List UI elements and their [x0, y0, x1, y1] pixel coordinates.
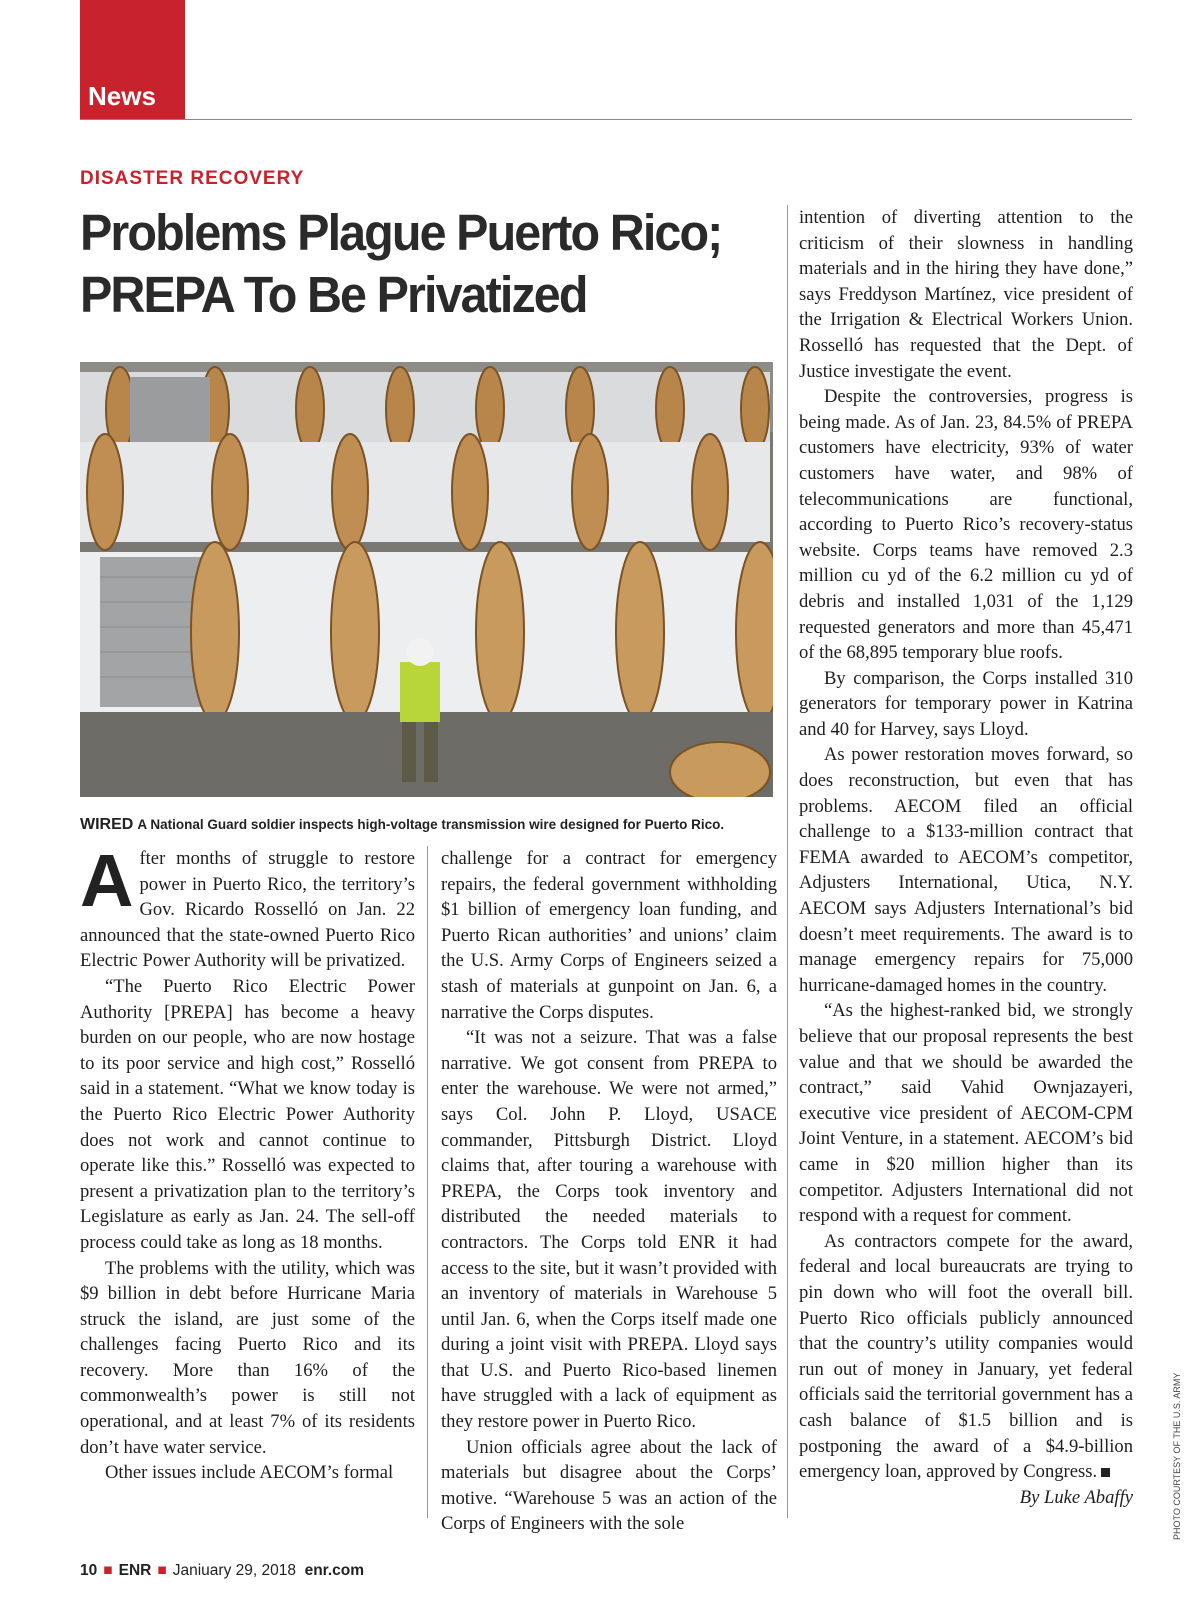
drop-cap: A — [80, 839, 134, 922]
photo-caption — [80, 816, 780, 834]
article-column-2 — [441, 846, 777, 1537]
paragraph-last-text: As contractors compete for the award, federal and local bureaucrats are trying to pin down who will foot the overall bill. Puerto Rico officials publicly announced that the country’s utility companies would run out of money in January, yet federal officials said the territorial government has a cash balance of $1.5 billion and is postponing the award of a $4.9-billion emergency loan, approved by Congress. — [799, 1230, 1133, 1483]
end-mark-icon — [1101, 1468, 1110, 1477]
page-number: 10 — [80, 1562, 98, 1579]
column-divider — [427, 846, 428, 1518]
publication-name: ENR — [118, 1562, 152, 1579]
section-tab-label: News — [88, 81, 156, 111]
paragraph: “As the highest-ranked bid, we strongly believe that our proposal represents the best value and that we should be awarded the contract,” said Vahid Ownjazayeri, executive vice president of AECOM-CPM Joint Venture, in a statement. AECOM’s bid came in $20 million higher than its competitor. Adjusters International did not respond with a request for comment. — [799, 1000, 1133, 1227]
caption-text: A National Guard soldier inspects high-voltage transmission wire designed for Puerto Rico. — [137, 817, 725, 832]
paragraph: The problems with the utility, which was $9 billion in debt before Hurricane Maria struck the island, are just some of the challenges facing Puerto Rico and its recovery. More than 16% of the commonwealth’s power is still not operational, and at least 7% of its residents don’t have water service. — [80, 1257, 415, 1458]
photo-credit: PHOTO COURTESY OF THE U.S. ARMY — [1172, 1372, 1182, 1540]
paragraph: “The Puerto Rico Electric Power Authority [PREPA] has become a heavy burden on our people, who are now hostage to its poor service and high cost,” Rosselló said in a statement. “What we know today is the Puerto Rico Electric Power Authority does not work and cannot continue to operate like this.” Rosselló was expected to present a privatization plan to the territory’s Legislature as early as Jan. 24. The sell-off process could take as long as 18 months. — [80, 975, 415, 1253]
paragraph: fter months of struggle to restore power in Puerto Rico, the territory’s Gov. Ricardo Rosselló on Jan. 22 announced that the state-owned Puerto Rico Electric Power Authority will be privatized. — [80, 848, 415, 972]
paragraph: Other issues include AECOM’s formal — [105, 1462, 394, 1484]
header-rule — [80, 119, 1132, 120]
issue-date: Janiuary 29, 2018 — [172, 1562, 296, 1579]
paragraph: As power restoration moves forward, so does reconstruction, but even that has problems. AECOM filed an official challenge to a $133-million contract that FEMA awarded to AECOM’s competitor, Adjusters International, Utica, N.Y. AECOM says Adjusters International’s bid doesn’t meet requirements. The award is to manage emergency repairs for 75,000 hurricane-damaged homes in the country. — [799, 744, 1133, 996]
paragraph: challenge for a contract for emergency repairs, the federal government withholding $1 billion of emergency loan funding, and Puerto Rican authorities’ and unions’ claim the U.S. Army Corps of Engineers seized a stash of materials at gunpoint on Jan. 6, a narrative the Corps disputes. — [441, 848, 777, 1023]
site-link[interactable]: enr.com — [304, 1562, 365, 1579]
kicker: DISASTER RECOVERY — [80, 168, 305, 189]
separator-icon: ■ — [103, 1562, 113, 1579]
section-tab — [80, 0, 185, 120]
paragraph: Despite the controversies, progress is being made. As of Jan. 23, 84.5% of PREPA customers have electricity, 93% of water customers have water, and 98% of telecommunications are functional, according to Puerto Rico’s recovery-status website. Corps teams have removed 2.3 million cu yd of the 6.2 million cu yd of debris and installed 1,031 of the 1,129 requested generators and more than 45,471 of the 68,895 temporary blue roofs. — [799, 386, 1133, 664]
article-column-3 — [799, 205, 1133, 1510]
paragraph: “It was not a seizure. That was a false narrative. We got consent from PREPA to enter the warehouse. We were not armed,” says Col. John P. Lloyd, USACE commander, Pittsburgh District. Lloyd claims that, after touring a warehouse with PREPA, the Corps took inventory and distributed the needed materials to contractors. The Corps told ENR it had access to the site, but it wasn’t provided with an inventory of materials in Warehouse 5 until Jan. 6, when the Corps itself made one during a joint visit with PREPA. Lloyd says that U.S. and Puerto Rico-based linemen have struggled with a lack of equipment as they restore power in Puerto Rico. — [441, 1027, 777, 1433]
byline: By Luke Abaffy — [1019, 1486, 1133, 1508]
cable-spools-photo — [80, 362, 773, 797]
separator-icon: ■ — [157, 1562, 167, 1579]
page-footer — [80, 1562, 364, 1580]
paragraph: By comparison, the Corps installed 310 generators for temporary power in Katrina and 40 for Harvey, says Lloyd. — [799, 667, 1133, 740]
column-divider — [787, 205, 788, 1518]
caption-label: WIRED — [80, 816, 134, 833]
paragraph: Union officials agree about the lack of materials but disagree about the Corps’ motive. “Warehouse 5 was an action of the Corps of Engineers with the sole — [441, 1436, 777, 1535]
article-column-1 — [80, 839, 415, 1486]
headline: Problems Plague Puerto Rico; PREPA To Be Privatized — [80, 204, 722, 323]
paragraph: intention of diverting attention to the criticism of their slowness in handling materials and in the hiring they have done,” says Freddyson Martínez, vice president of the Irrigation & Electrical Workers Union. Rosselló has requested that the Dept. of Justice investigate the event. — [799, 207, 1133, 382]
paragraph-last — [799, 1229, 1133, 1485]
